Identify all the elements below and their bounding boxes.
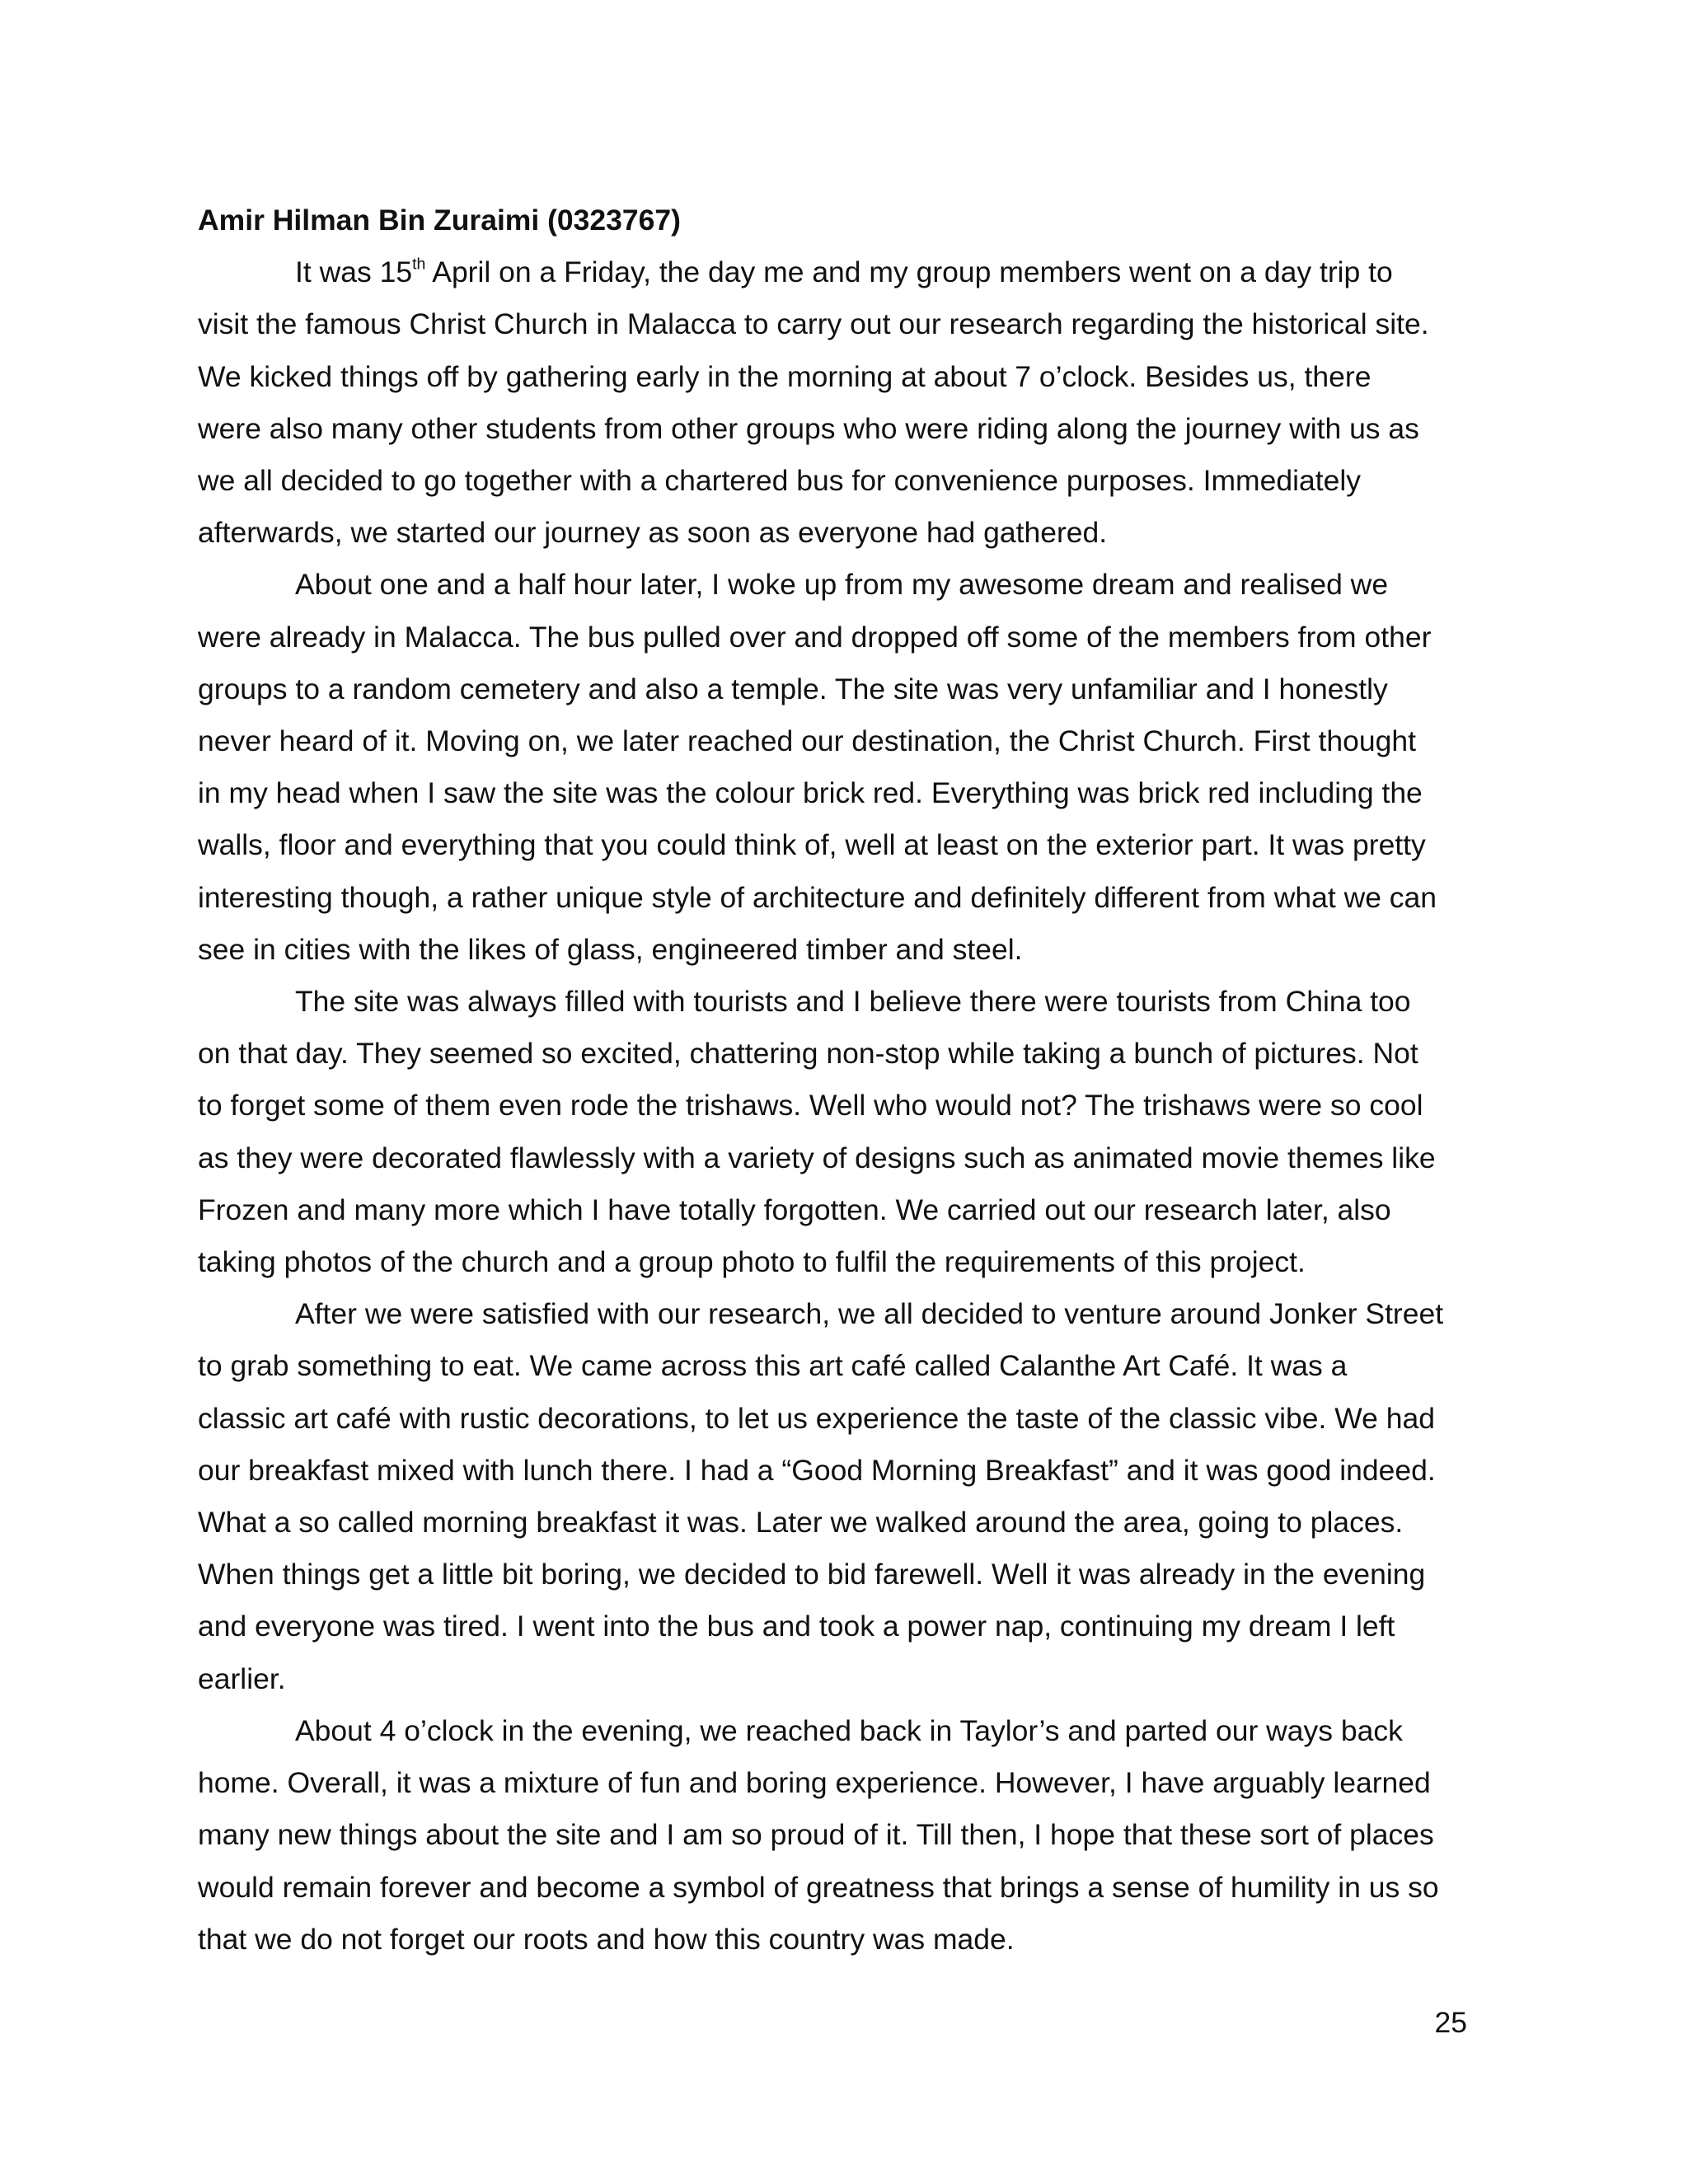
paragraph-line: After we were satisfied with our research, we all decided to venture around Jonker Street: [295, 1297, 1444, 1331]
paragraph-line: groups to a random cemetery and also a temple. The site was very unfamiliar and I honestly: [198, 672, 1388, 705]
paragraph-line: we all decided to go together with a chartered bus for convenience purposes. Immediately: [198, 464, 1361, 498]
paragraph-5: [198, 1705, 1492, 1966]
paragraph-line: [198, 246, 1492, 298]
paragraph-3: [198, 976, 1492, 1288]
paragraph-1: [198, 246, 1492, 559]
paragraph-line: interesting though, a rather unique style of architecture and definitely different from what we can: [198, 880, 1437, 914]
page-number: 25: [1434, 2006, 1467, 2039]
text-run: It was 15: [295, 255, 413, 289]
paragraph-line: in my head when I saw the site was the colour brick red. Everything was brick red including the: [198, 776, 1423, 810]
paragraph-line: were also many other students from other groups who were riding along the journey with us as: [198, 411, 1419, 445]
paragraph-line: Frozen and many more which I have totally forgotten. We carried out our research later, also: [198, 1193, 1391, 1226]
paragraph-line: When things get a little bit boring, we decided to bid farewell. Well it was already in the evening: [198, 1558, 1426, 1591]
paragraph-line: What a so called morning breakfast it was. Later we walked around the area, going to places.: [198, 1506, 1404, 1540]
paragraph-line: earlier.: [198, 1661, 286, 1695]
paragraph-line: About 4 o’clock in the evening, we reached back in Taylor’s and parted our ways back: [295, 1713, 1403, 1747]
paragraph-line: About one and a half hour later, I woke up from my awesome dream and realised we: [295, 568, 1389, 602]
paragraph-line: home. Overall, it was a mixture of fun and boring experience. However, I have arguably learned: [198, 1766, 1431, 1800]
paragraph-line: see in cities with the likes of glass, engineered timber and steel.: [198, 932, 1023, 966]
paragraph-line: to forget some of them even rode the trishaws. Well who would not? The trishaws were so cool: [198, 1089, 1423, 1122]
document-body: [198, 194, 1492, 1966]
paragraph-line: afterwards, we started our journey as soon as everyone had gathered.: [198, 516, 1108, 550]
paragraph-line: walls, floor and everything that you could think of, well at least on the exterior part. It was pretty: [198, 828, 1426, 862]
paragraph-line: many new things about the site and I am so proud of it. Till then, I hope that these sort of places: [198, 1818, 1434, 1852]
paragraph-line: and everyone was tired. I went into the bus and took a power nap, continuing my dream I left: [198, 1610, 1395, 1643]
paragraph-line: classic art café with rustic decorations, to let us experience the taste of the classic vibe. We had: [198, 1401, 1435, 1435]
paragraph-line: taking photos of the church and a group photo to fulfil the requirements of this project.: [198, 1245, 1306, 1279]
paragraph-line: would remain forever and become a symbol of greatness that brings a sense of humility in us so: [198, 1870, 1439, 1904]
paragraph-line: were already in Malacca. The bus pulled over and dropped off some of the members from other: [198, 620, 1432, 654]
ordinal-suffix: th: [412, 255, 426, 274]
paragraph-line: on that day. They seemed so excited, chattering non-stop while taking a bunch of pictures. Not: [198, 1037, 1418, 1071]
paragraph-line: that we do not forget our roots and how this country was made.: [198, 1922, 1015, 1956]
paragraph-line: visit the famous Christ Church in Malacca to carry out our research regarding the historical site.: [198, 307, 1429, 341]
paragraph-line: The site was always filled with tourists and I believe there were tourists from China too: [295, 985, 1411, 1019]
text-run: April on a Friday, the day me and my group members went on a day trip to: [425, 255, 1393, 289]
author-heading: Amir Hilman Bin Zuraimi (0323767): [198, 204, 681, 237]
paragraph-line: never heard of it. Moving on, we later reached our destination, the Christ Church. First thought: [198, 724, 1416, 758]
paragraph-2: [198, 559, 1492, 976]
paragraph-line: our breakfast mixed with lunch there. I had a “Good Morning Breakfast” and it was good indeed.: [198, 1453, 1436, 1487]
paragraph-line: to grab something to eat. We came across this art café called Calanthe Art Café. It was a: [198, 1349, 1348, 1383]
paragraph-line: as they were decorated flawlessly with a variety of designs such as animated movie themes like: [198, 1141, 1436, 1174]
paragraph-line: We kicked things off by gathering early in the morning at about 7 o’clock. Besides us, there: [198, 359, 1372, 393]
paragraph-4: [198, 1288, 1492, 1705]
